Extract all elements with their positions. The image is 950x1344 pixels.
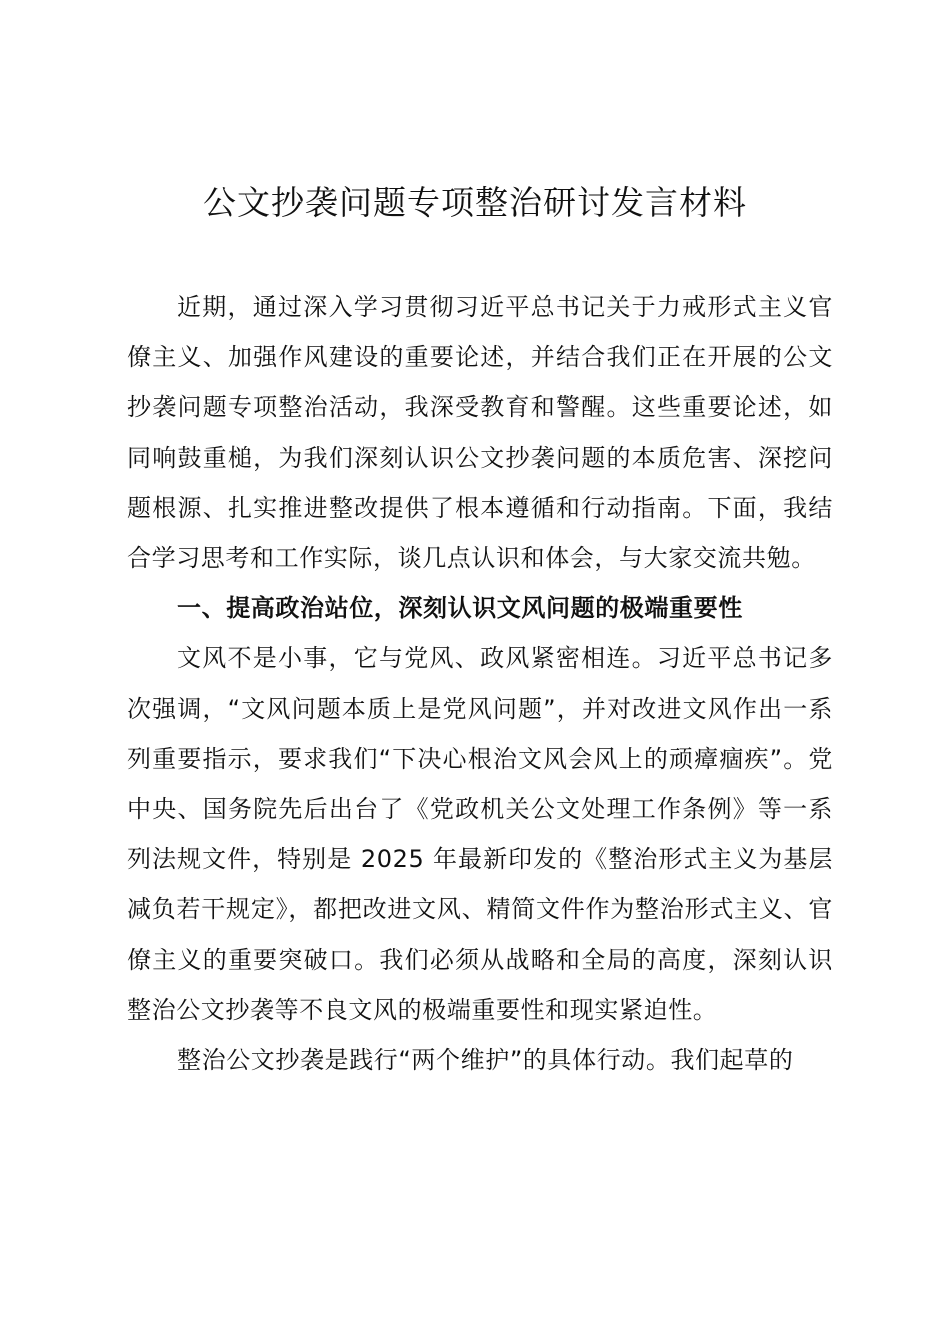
intro-paragraph: 近期，通过深入学习贯彻习近平总书记关于力戒形式主义官僚主义、加强作风建设的重要论述，并结合我们正在开展的公文抄袭问题专项整治活动，我深受教育和警醒。这些重要论述，如同响鼓重槌，为我们深刻认识公文抄袭问题的本质危害、深挖问题根源、扎实推进整改提供了根本遵循和行动指南。下面，我结合学习思考和工作实际，谈几点认识和体会，与大家交流共勉。 [127, 293, 833, 573]
continued-paragraph: 整治公文抄袭是践行“两个维护”的具体行动。我们起草的 [177, 1046, 794, 1075]
document-title: 公文抄袭问题专项整治研讨发言材料 [203, 183, 747, 222]
section-heading: 一、提高政治站位，深刻认识文风问题的极端重要性 [177, 594, 743, 623]
section-paragraph: 文风不是小事，它与党风、政风紧密相连。习近平总书记多次强调，“文风问题本质上是党风问题”，并对改进文风作出一系列重要指示，要求我们“下决心根治文风会风上的顽瘴痼疾”。党中央、国务院先后出台了《党政机关公文处理工作条例》等一系列法规文件，特别是 2025 年最新印发的《整治形式主义为基层减负若干规定》，都把改进文风、精简文件作为整治形式主义、官僚主义的重要突破口。我们必须从战略和全局的高度，深刻认识整治公文抄袭等不良文风的极端重要性和现实紧迫性。 [127, 644, 833, 1024]
document-body [127, 282, 833, 1085]
